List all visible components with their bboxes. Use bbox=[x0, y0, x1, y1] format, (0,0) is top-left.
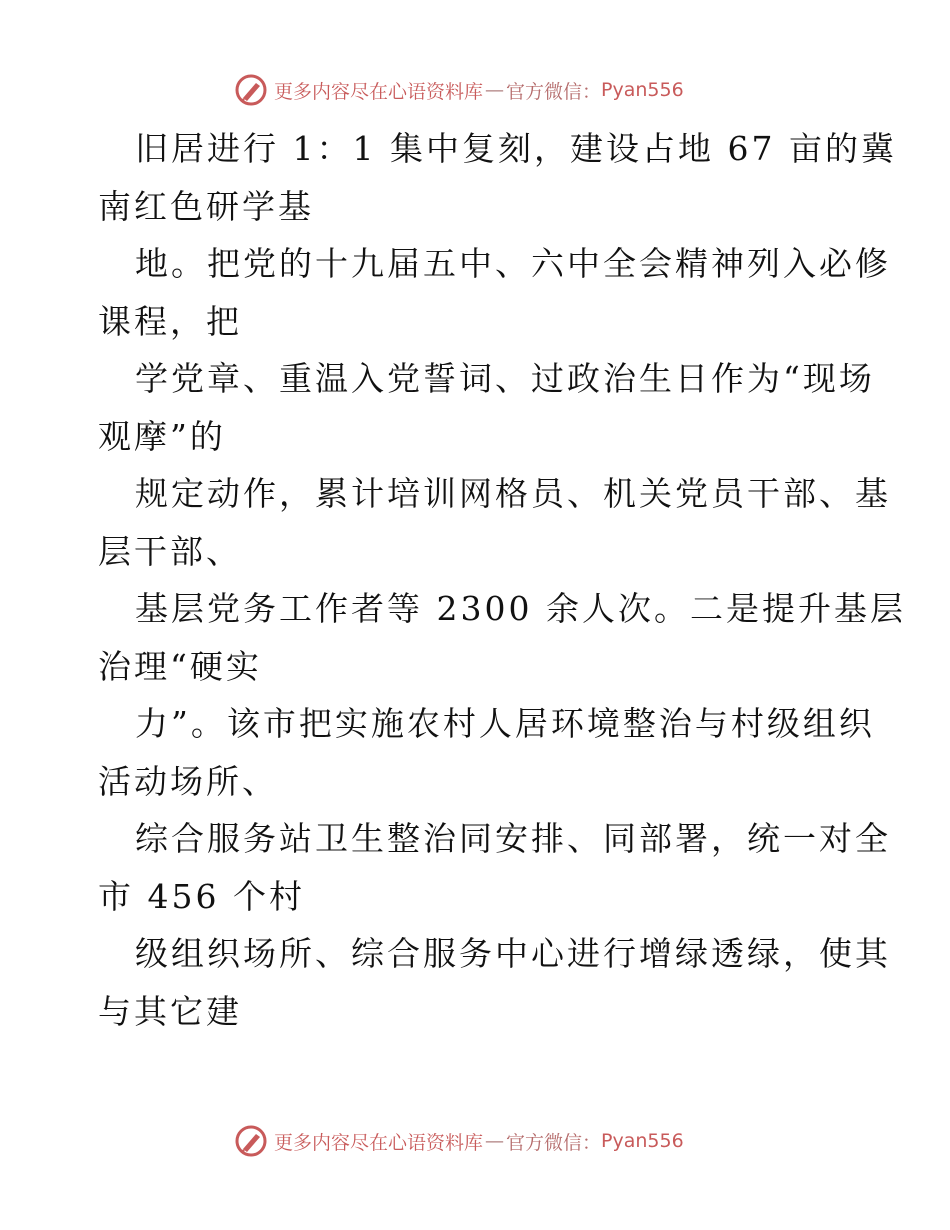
text-line: 旧居进行 1：1 集中复刻，建设占地 67 亩的冀 bbox=[135, 129, 897, 168]
text-line: 活动场所、 bbox=[98, 761, 278, 801]
text-line: 市 456 个村 bbox=[98, 876, 305, 916]
footer-watermark bbox=[234, 1121, 754, 1161]
body-text bbox=[98, 120, 906, 1040]
watermark-text: 更多内容尽在心语资料库 bbox=[274, 80, 484, 103]
text-line: 南红色研学基 bbox=[98, 186, 314, 226]
text-line: 综合服务站卫生整治同安排、同部署，统一对全 bbox=[135, 819, 891, 858]
text-line: 课程，把 bbox=[98, 301, 242, 341]
text-line: 规定动作，累计培训网格员、机关党员干部、基 bbox=[135, 474, 891, 513]
watermark-id: Pyan556 bbox=[601, 1130, 684, 1152]
header-watermark bbox=[234, 70, 754, 110]
watermark-label: 官方微信： bbox=[506, 80, 602, 103]
text-line: 地。把党的十九届五中、六中全会精神列入必修 bbox=[135, 244, 891, 283]
text-line: 级组织场所、综合服务中心进行增绿透绿，使其 bbox=[135, 934, 891, 973]
text-line: 与其它建 bbox=[98, 991, 242, 1031]
watermark-text: 更多内容尽在心语资料库 bbox=[274, 1131, 484, 1154]
text-line: 层干部、 bbox=[98, 531, 242, 571]
text-line: 力”。该市把实施农村人居环境整治与村级组织 bbox=[135, 704, 875, 743]
text-line: 基层党务工作者等 2300 余人次。二是提升基层 bbox=[135, 589, 906, 628]
watermark-id: Pyan556 bbox=[601, 79, 684, 101]
text-line: 观摩”的 bbox=[98, 416, 226, 456]
pen-logo-icon bbox=[234, 73, 268, 107]
watermark-separator: — bbox=[485, 1130, 505, 1152]
watermark-separator: — bbox=[485, 79, 505, 101]
text-line: 学党章、重温入党誓词、过政治生日作为“现场 bbox=[135, 359, 875, 398]
watermark-label: 官方微信： bbox=[506, 1131, 602, 1154]
text-line: 治理“硬实 bbox=[98, 646, 262, 686]
pen-logo-icon bbox=[234, 1124, 268, 1158]
